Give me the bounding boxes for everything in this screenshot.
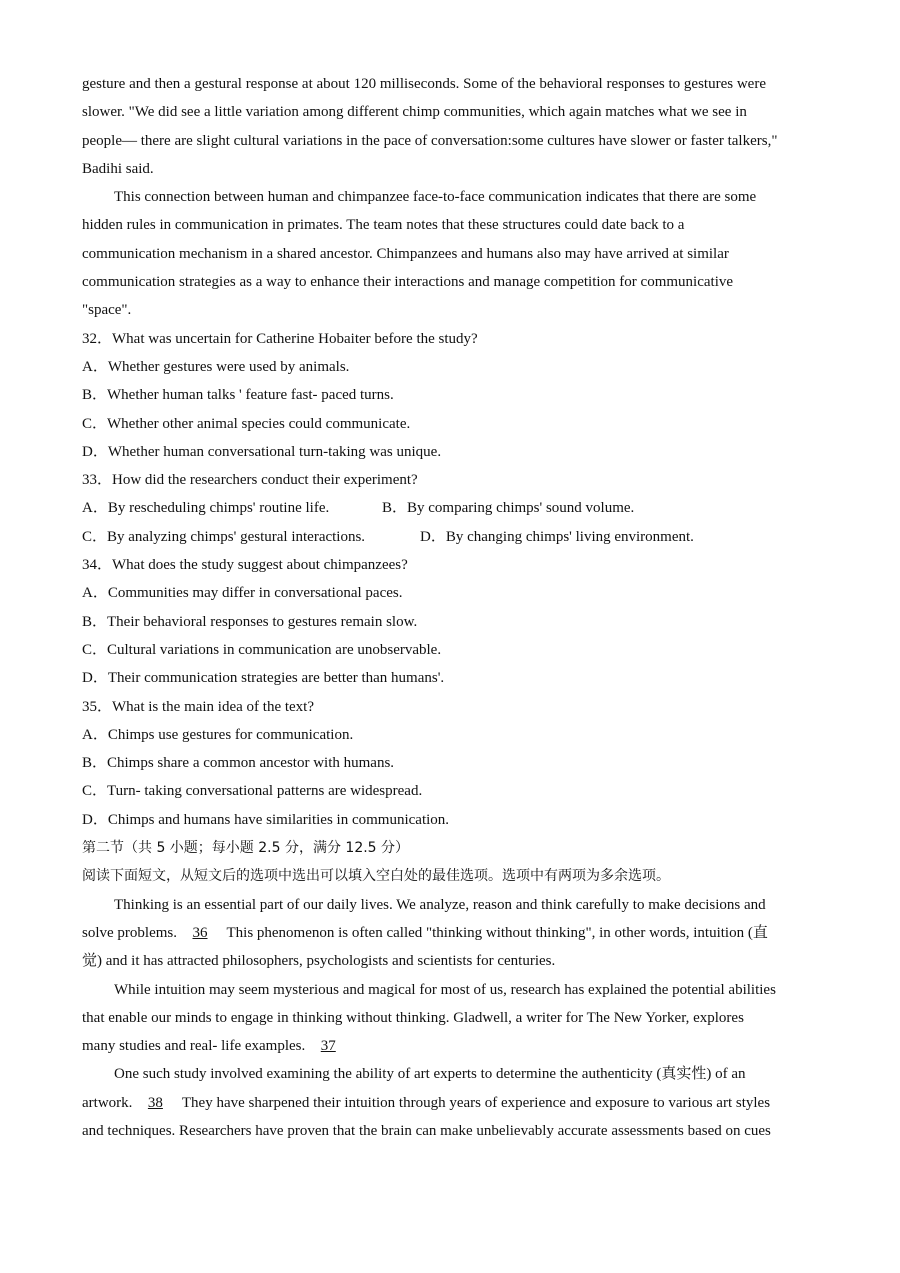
option-d: D．By changing chimps' living environment.	[420, 528, 694, 545]
text-line	[82, 919, 818, 947]
passage-c-paragraph-1	[82, 70, 818, 183]
passage-d-paragraph-2	[82, 976, 818, 1061]
blank-37: 37	[320, 1038, 336, 1055]
passage-d-paragraph-3	[82, 1060, 818, 1145]
option-c: C．Cultural variations in communication are unobservable.	[82, 641, 442, 658]
text-line: that enable our minds to engage in thinking without thinking. Gladwell, a writer for The New Yorker, explores	[82, 1009, 744, 1026]
question-34	[82, 551, 818, 692]
option-c: C．Turn- taking conversational patterns are widespread.	[82, 783, 423, 800]
question-35	[82, 693, 818, 834]
text-line	[82, 1032, 818, 1060]
section-heading: 第二节（共 5 小题；每小题 2.5 分，满分 12.5 分）	[82, 840, 410, 857]
option-b: B．Whether human talks ' feature fast- paced turns.	[82, 387, 394, 404]
text-line: people— there are slight cultural variations in the pace of conversation:some cultures have slower or faster talkers,"	[82, 132, 778, 149]
text-fragment: artwork.	[82, 1094, 133, 1111]
option-a: A．Chimps use gestures for communication.	[82, 726, 354, 743]
option-b: B．Their behavioral responses to gestures remain slow.	[82, 613, 418, 630]
exam-page	[82, 70, 818, 1145]
question-32	[82, 325, 818, 466]
option-b: B．Chimps share a common ancestor with humans.	[82, 755, 395, 772]
passage-d-paragraph-1	[82, 891, 818, 976]
option-a: A．Communities may differ in conversational paces.	[82, 585, 403, 602]
text-line: Badihi said.	[82, 160, 154, 177]
text-line: While intuition may seem mysterious and magical for most of us, research has explained the potential abilities	[114, 981, 776, 998]
option-a: A．Whether gestures were used by animals.	[82, 358, 350, 375]
option-row-ab	[82, 494, 818, 522]
blank-38: 38	[147, 1094, 163, 1111]
question-stem: 33．How did the researchers conduct their experiment?	[82, 472, 418, 489]
text-line: communication mechanism in a shared ancestor. Chimpanzees and humans also may have arrived at similar	[82, 245, 729, 262]
blank-36: 36	[192, 924, 208, 941]
text-line: hidden rules in communication in primates. The team notes that these structures could date back to a	[82, 217, 685, 234]
text-line: communication strategies as a way to enhance their interactions and manage competition for communicative	[82, 274, 734, 291]
option-c: C．Whether other animal species could communicate.	[82, 415, 411, 432]
option-c: C．By analyzing chimps' gestural interactions.	[82, 528, 366, 545]
question-33	[82, 466, 818, 551]
option-d: D．Chimps and humans have similarities in communication.	[82, 811, 450, 828]
text-line: Thinking is an essential part of our daily lives. We analyze, reason and think carefully to make decisions and	[114, 896, 766, 913]
question-stem: 32．What was uncertain for Catherine Hobaiter before the study?	[82, 330, 478, 347]
text-line: slower. "We did see a little variation among different chimp communities, which again matches what we see in	[82, 104, 747, 121]
text-fragment: solve problems.	[82, 924, 177, 941]
section-instruction: 阅读下面短文，从短文后的选项中选出可以填入空白处的最佳选项。选项中有两项为多余选项。	[82, 868, 670, 885]
option-a: A．By rescheduling chimps' routine life.	[82, 500, 330, 517]
text-fragment: many studies and real- life examples.	[82, 1038, 306, 1055]
text-line: gesture and then a gestural response at about 120 milliseconds. Some of the behavioral responses to gestures were	[82, 76, 766, 92]
option-row-cd	[82, 523, 818, 551]
text-line: and techniques. Researchers have proven that the brain can make unbelievably accurate assessments based on cues	[82, 1122, 771, 1139]
text-line: "space".	[82, 302, 132, 319]
option-d: D．Their communication strategies are better than humans'.	[82, 670, 445, 687]
question-stem: 35．What is the main idea of the text?	[82, 698, 315, 715]
passage-c-paragraph-2	[82, 183, 818, 324]
text-line: One such study involved examining the ability of art experts to determine the authenticity (真实性) of an	[114, 1066, 746, 1083]
text-line	[82, 1089, 818, 1117]
text-line: This connection between human and chimpanzee face-to-face communication indicates that there are some	[114, 189, 757, 206]
text-fragment: This phenomenon is often called "thinking without thinking", in other words, intuition (直	[226, 924, 768, 941]
option-d: D．Whether human conversational turn-taking was unique.	[82, 443, 442, 460]
question-stem: 34．What does the study suggest about chimpanzees?	[82, 557, 408, 574]
text-fragment: They have sharpened their intuition through years of experience and exposure to various art styles	[181, 1094, 771, 1111]
text-line: 觉) and it has attracted philosophers, psychologists and scientists for centuries.	[82, 953, 556, 970]
option-b: B．By comparing chimps' sound volume.	[382, 500, 635, 517]
